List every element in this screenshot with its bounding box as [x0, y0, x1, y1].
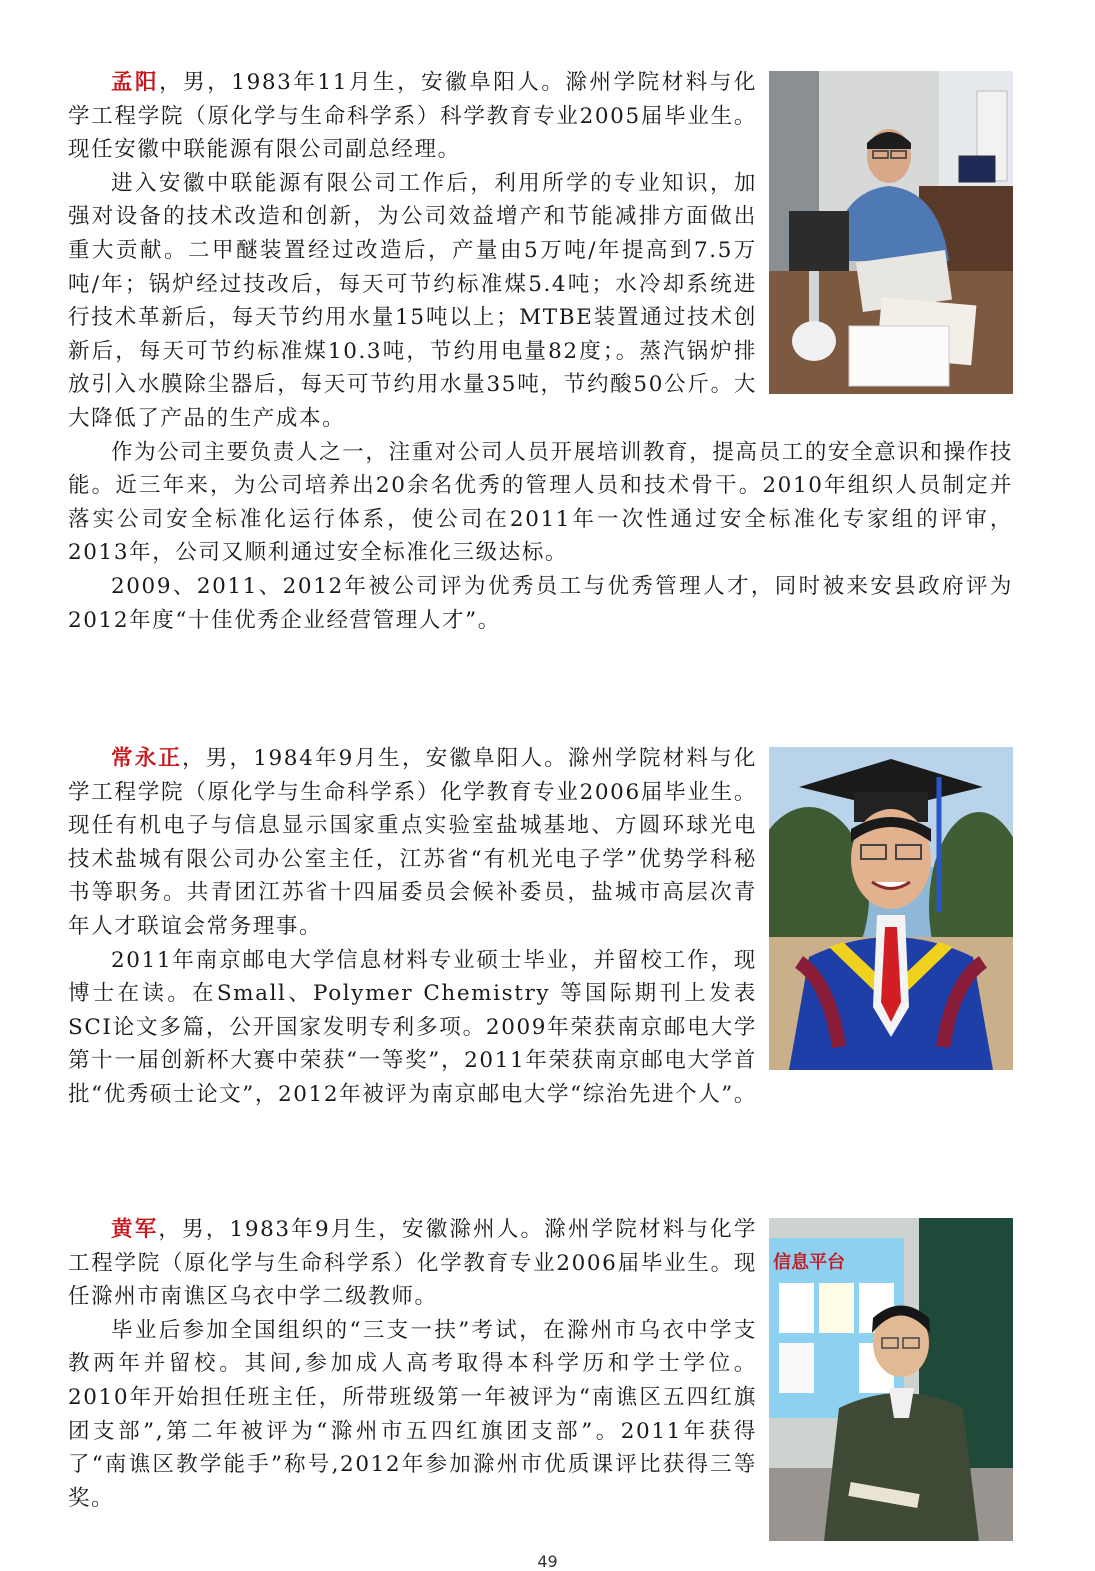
profile-meng-yang — [68, 66, 1013, 637]
graduation-photo — [769, 747, 1013, 1070]
profile-paragraph: 作为公司主要负责人之一，注重对公司人员开展培训教育，提高员工的安全意识和操作技能。近三年来，为公司培养出20余名优秀的管理人员和技术骨干。2010年组织人员制定并落实公司安全标准化运行体系，使公司在2011年一次性通过安全标准化专家组的评审，2013年，公司又顺利通过安全标准化三级达标。 — [68, 439, 1013, 566]
profile-paragraph: 2011年南京邮电大学信息材料专业硕士毕业，并留校工作，现博士在读。在Small、Polymer Chemistry 等国际期刊上发表SCI论文多篇，公开国家发明专利多项。2009年荣获南京邮电大学第十一届创新杯大赛中荣获“一等奖”，2011年荣获南京邮电大学首批“优秀硕士论文”，2012年被评为南京邮电大学“综治先进个人”。 — [68, 947, 757, 1107]
intro-text: ，男，1983年9月生，安徽滁州人。滁州学院材料与化学工程学院（原化学与生命科学系）化学教育专业2006届毕业生。现任滁州市南谯区乌衣中学二级教师。 — [68, 1217, 757, 1310]
profile-paragraph: 进入安徽中联能源有限公司工作后，利用所学的专业知识，加强对设备的技术改造和创新，为公司效益增产和节能减排方面做出重大贡献。二甲醚装置经过改造后，产量由5万吨/年提高到7.5万吨/年；锅炉经过技改后，每天可节约标准煤5.4吨；水冷却系统进行技术革新后，每天节约用水量15吨以上；MTBE装置通过技术创新后，每天可节约标准煤10.3吨，节约用电量82度；。蒸汽锅炉排放引入水膜除尘器后，每天可节约用水量35吨，节约酸50公斤。大大降低了产品的生产成本。 — [68, 170, 757, 431]
office-photo — [769, 71, 1013, 394]
profile-paragraph: 毕业后参加全国组织的“三支一扶”考试，在滁州市乌衣中学支教两年并留校。其间,参加成人高考取得本科学历和学士学位。2010年开始担任班主任，所带班级第一年被评为“南谯区五四红旗团支部”,第二年被评为“滁州市五四红旗团支部”。2011年获得了“南谯区教学能手”称号,2012年参加滁州市优质课评比获得三等奖。 — [68, 1317, 757, 1511]
intro-text: ，男，1984年9月生，安徽阜阳人。滁州学院材料与化学工程学院（原化学与生命科学系）化学教育专业2006届毕业生。现任有机电子与信息显示国家重点实验室盐城基地、方圆环球光电技术盐城有限公司办公室主任，江苏省“有机光电子学”优势学科秘书等职务。共青团江苏省十四届委员会候补委员，盐城市高层次青年人才联谊会常务理事。 — [68, 746, 757, 939]
profile-chang-yong-zheng — [68, 742, 1013, 1112]
person-name: 常永正 — [111, 746, 183, 771]
profile-huang-jun — [68, 1213, 1013, 1541]
graduation-photo-illustration — [769, 747, 1013, 1070]
profile-paragraph: 2009、2011、2012年被公司评为优秀员工与优秀管理人才，同时被来安县政府评为2012年度“十佳优秀企业经营管理人才”。 — [68, 573, 1013, 633]
classroom-photo — [769, 1218, 1013, 1541]
notice-board-title: 信息平台 — [773, 1252, 845, 1273]
intro-text: ，男，1983年11月生，安徽阜阳人。滁州学院材料与化学工程学院（原化学与生命科学系）科学教育专业2005届毕业生。现任安徽中联能源有限公司副总经理。 — [68, 70, 757, 163]
page-number: 49 — [537, 1552, 558, 1571]
classroom-photo-illustration — [769, 1218, 1013, 1541]
office-photo-illustration — [769, 71, 1013, 394]
person-name: 孟阳 — [111, 70, 160, 95]
person-name: 黄军 — [111, 1217, 159, 1242]
